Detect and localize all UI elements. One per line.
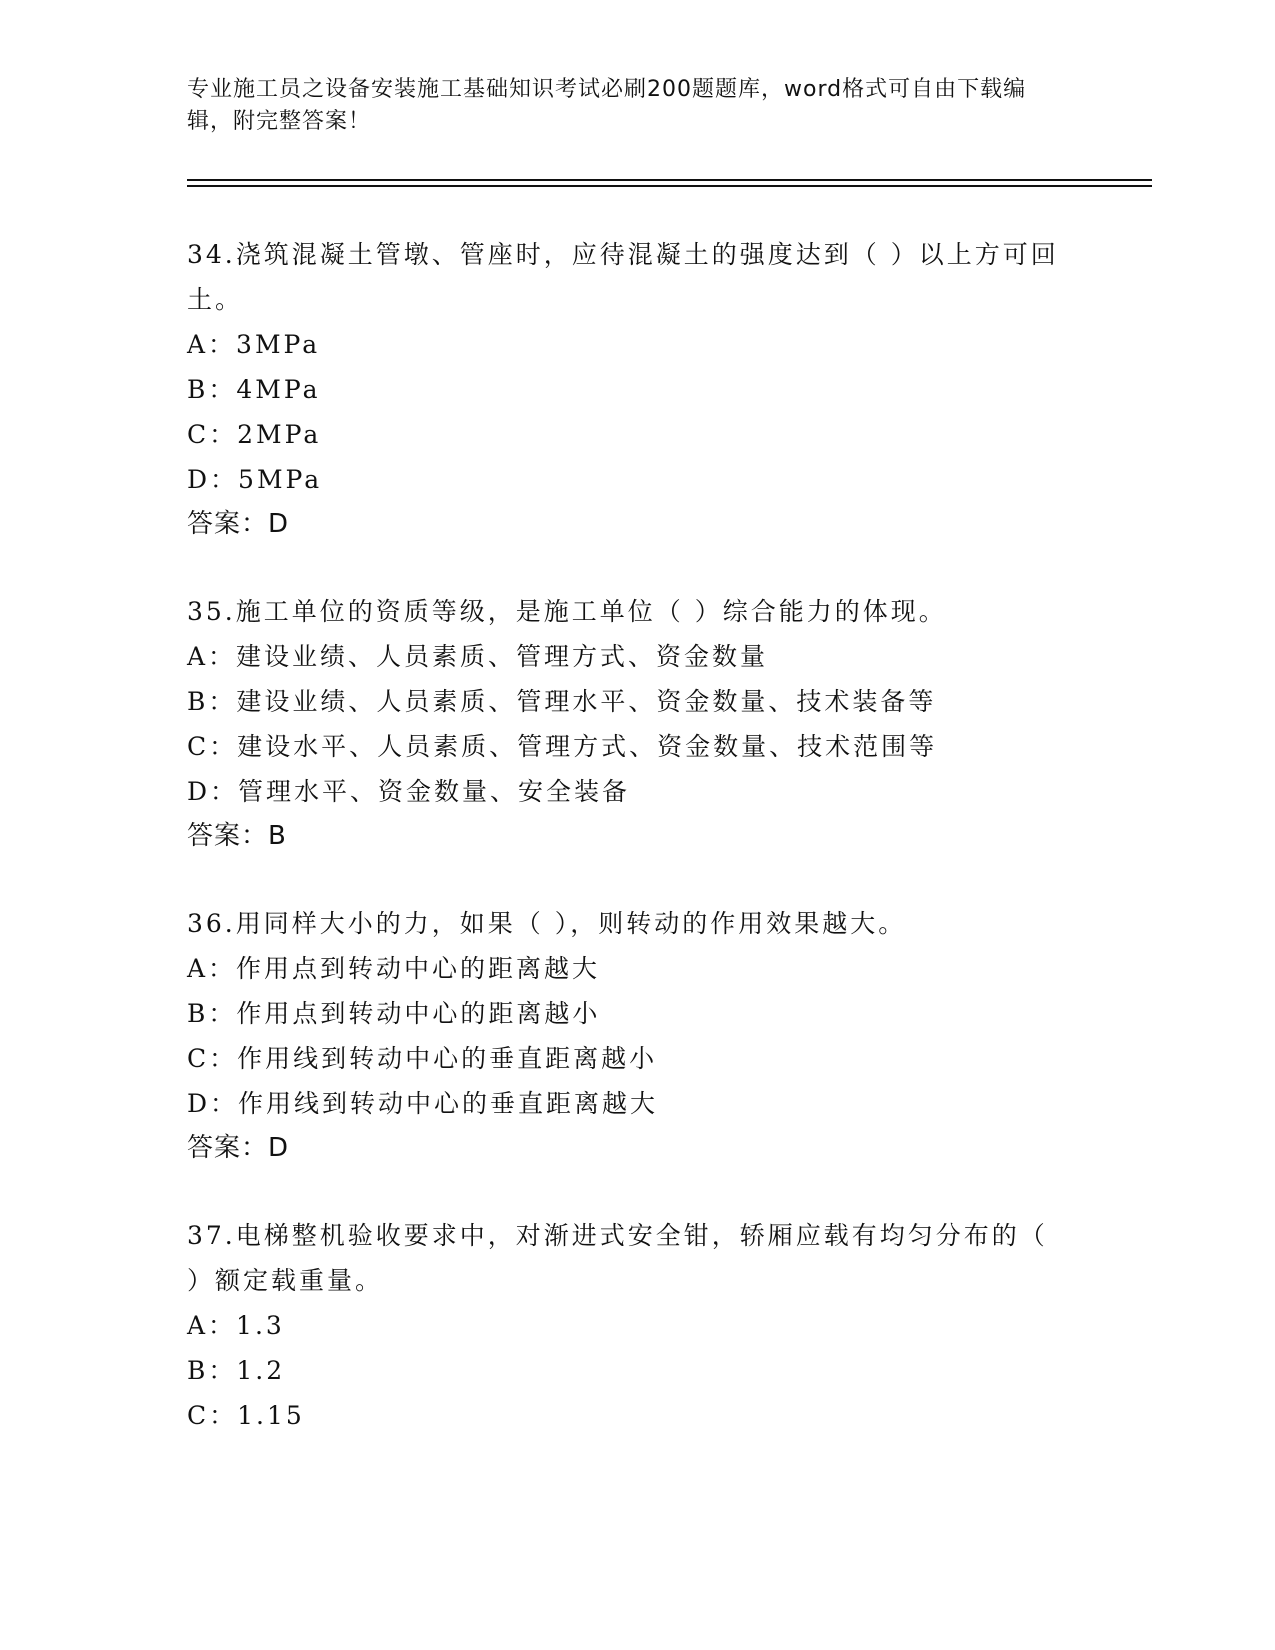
question-35 bbox=[187, 589, 1067, 859]
document-header: 专业施工员之设备安装施工基础知识考试必刷200题题库，word格式可自由下载编辑，附完整答案！ bbox=[187, 77, 1027, 134]
option-a: A：作用点到转动中心的距离越大 bbox=[187, 954, 601, 983]
header-divider-bottom bbox=[187, 185, 1152, 187]
option-b: B：作用点到转动中心的距离越小 bbox=[187, 999, 601, 1028]
option-c: C：2MPa bbox=[187, 420, 322, 449]
question-text: 35.施工单位的资质等级，是施工单位（ ）综合能力的体现。 bbox=[187, 597, 947, 626]
question-34 bbox=[187, 232, 1067, 547]
answer-text: 答案：B bbox=[187, 821, 287, 851]
option-d: D：管理水平、资金数量、安全装备 bbox=[187, 777, 631, 806]
option-b: B：建设业绩、人员素质、管理水平、资金数量、技术装备等 bbox=[187, 687, 937, 716]
option-a: A：3MPa bbox=[187, 330, 321, 359]
question-37 bbox=[187, 1213, 1067, 1438]
option-a: A：建设业绩、人员素质、管理方式、资金数量 bbox=[187, 642, 769, 671]
question-text: 36.用同样大小的力，如果（ ），则转动的作用效果越大。 bbox=[187, 909, 907, 938]
header-divider-top bbox=[187, 179, 1152, 181]
question-36 bbox=[187, 901, 1067, 1171]
option-d: D：作用线到转动中心的垂直距离越大 bbox=[187, 1089, 659, 1118]
option-b: B：4MPa bbox=[187, 375, 321, 404]
option-a: A：1.3 bbox=[187, 1311, 285, 1340]
question-list bbox=[187, 232, 1067, 1480]
answer-text: 答案：D bbox=[187, 509, 290, 539]
option-c: C：1.15 bbox=[187, 1401, 305, 1430]
option-c: C：建设水平、人员素质、管理方式、资金数量、技术范围等 bbox=[187, 732, 938, 761]
option-b: B：1.2 bbox=[187, 1356, 286, 1385]
option-c: C：作用线到转动中心的垂直距离越小 bbox=[187, 1044, 658, 1073]
question-text: 34.浇筑混凝土管墩、管座时，应待混凝土的强度达到（ ）以上方可回土。 bbox=[187, 240, 1059, 314]
answer-text: 答案：D bbox=[187, 1133, 290, 1163]
option-d: D：5MPa bbox=[187, 465, 323, 494]
question-text: 37.电梯整机验收要求中，对渐进式安全钳，轿厢应载有均匀分布的（ ）额定载重量。 bbox=[187, 1221, 1048, 1295]
